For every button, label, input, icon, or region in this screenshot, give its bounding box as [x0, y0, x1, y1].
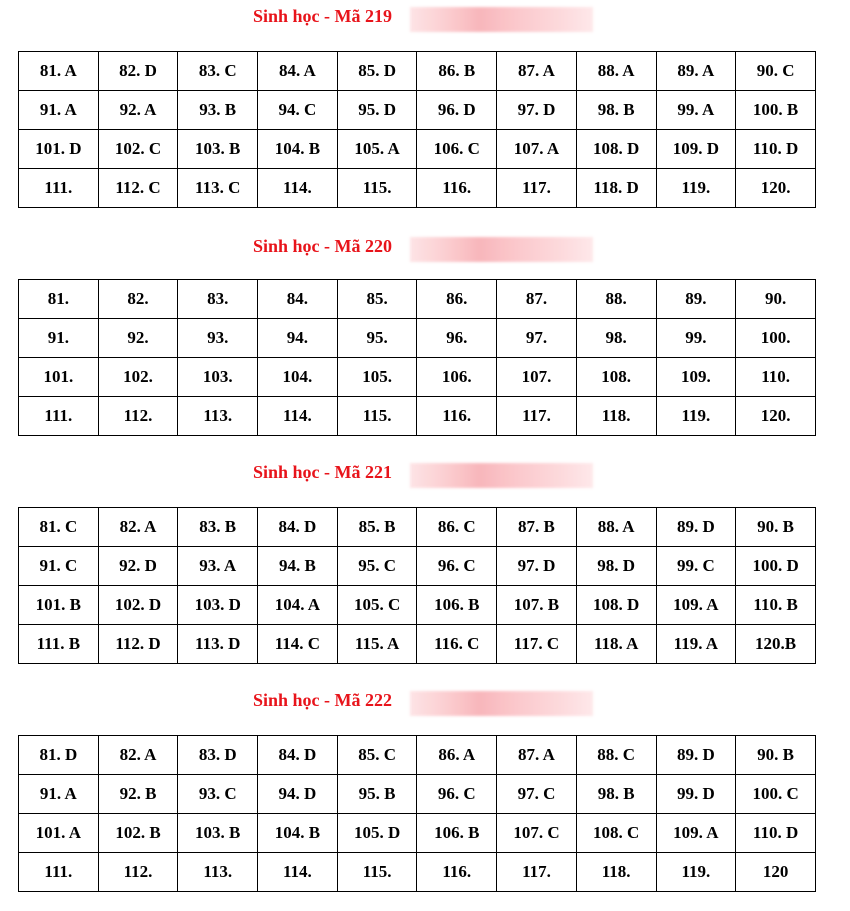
answer-cell: 84. [258, 280, 338, 319]
answer-cell: 108. C [576, 814, 656, 853]
answer-section-220 [0, 230, 850, 425]
answer-cell: 85. D [337, 52, 417, 91]
table-row [19, 853, 816, 892]
answer-cell: 92. D [98, 547, 178, 586]
answer-cell: 97. [497, 319, 577, 358]
answer-cell: 110. B [736, 586, 816, 625]
answer-cell: 96. [417, 319, 497, 358]
answer-table [18, 735, 816, 892]
table-row [19, 397, 816, 436]
answer-cell: 114. C [258, 625, 338, 664]
answer-cell: 95. C [337, 547, 417, 586]
answer-cell: 85. C [337, 736, 417, 775]
answer-cell: 90. C [736, 52, 816, 91]
answer-cell: 83. [178, 280, 258, 319]
answer-cell: 118. A [576, 625, 656, 664]
answer-cell: 98. [576, 319, 656, 358]
answer-cell: 95. D [337, 91, 417, 130]
answer-cell: 100. [736, 319, 816, 358]
answer-cell: 115. [337, 397, 417, 436]
answer-cell: 106. B [417, 586, 497, 625]
answer-cell: 99. A [656, 91, 736, 130]
answer-section-221 [0, 456, 850, 653]
answer-cell: 107. [497, 358, 577, 397]
answer-cell: 113. [178, 397, 258, 436]
answer-cell: 113. C [178, 169, 258, 208]
answer-cell: 87. B [497, 508, 577, 547]
blurred-watermark [410, 237, 593, 262]
blurred-watermark [410, 691, 593, 716]
answer-cell: 90. B [736, 736, 816, 775]
answer-table [18, 279, 816, 436]
answer-cell: 112. [98, 853, 178, 892]
answer-cell: 88. [576, 280, 656, 319]
answer-cell: 98. B [576, 91, 656, 130]
answer-cell: 97. D [497, 547, 577, 586]
table-row [19, 814, 816, 853]
answer-cell: 91. [19, 319, 99, 358]
answer-cell: 100. D [736, 547, 816, 586]
answer-cell: 117. [497, 853, 577, 892]
answer-cell: 99. C [656, 547, 736, 586]
section-title: Sinh học - Mã 222 [253, 690, 393, 710]
answer-cell: 100. C [736, 775, 816, 814]
answer-cell: 103. B [178, 130, 258, 169]
answer-cell: 119. [656, 853, 736, 892]
answer-section-222 [0, 684, 850, 881]
table-row [19, 586, 816, 625]
answer-cell: 117. C [497, 625, 577, 664]
answer-cell: 102. [98, 358, 178, 397]
answer-cell: 86. A [417, 736, 497, 775]
answer-cell: 116. [417, 397, 497, 436]
answer-cell: 94. B [258, 547, 338, 586]
answer-cell: 101. A [19, 814, 99, 853]
answer-cell: 114. [258, 853, 338, 892]
section-title: Sinh học - Mã 220 [253, 236, 393, 256]
answer-cell: 95. [337, 319, 417, 358]
answer-cell: 109. D [656, 130, 736, 169]
answer-cell: 110. D [736, 814, 816, 853]
answer-cell: 103. B [178, 814, 258, 853]
answer-cell: 120 [736, 853, 816, 892]
answer-cell: 104. B [258, 814, 338, 853]
answer-cell: 108. [576, 358, 656, 397]
answer-cell: 83. D [178, 736, 258, 775]
answer-cell: 93. [178, 319, 258, 358]
answer-cell: 120. [736, 397, 816, 436]
answer-cell: 105. [337, 358, 417, 397]
answer-cell: 82. A [98, 508, 178, 547]
answer-cell: 107. A [497, 130, 577, 169]
answer-cell: 120. [736, 169, 816, 208]
answer-cell: 104. A [258, 586, 338, 625]
answer-cell: 104. B [258, 130, 338, 169]
table-row [19, 319, 816, 358]
answer-cell: 120.B [736, 625, 816, 664]
answer-cell: 81. A [19, 52, 99, 91]
answer-cell: 94. [258, 319, 338, 358]
answer-cell: 102. B [98, 814, 178, 853]
answer-cell: 84. D [258, 508, 338, 547]
answer-cell: 101. B [19, 586, 99, 625]
answer-cell: 94. D [258, 775, 338, 814]
answer-cell: 107. C [497, 814, 577, 853]
answer-cell: 97. D [497, 91, 577, 130]
answer-cell: 82. [98, 280, 178, 319]
answer-cell: 116. C [417, 625, 497, 664]
answer-cell: 96. C [417, 547, 497, 586]
answer-cell: 112. C [98, 169, 178, 208]
answer-cell: 97. C [497, 775, 577, 814]
answer-cell: 91. C [19, 547, 99, 586]
answer-cell: 89. D [656, 508, 736, 547]
answer-cell: 82. D [98, 52, 178, 91]
answer-cell: 90. [736, 280, 816, 319]
answer-cell: 106. C [417, 130, 497, 169]
answer-cell: 82. A [98, 736, 178, 775]
answer-cell: 105. A [337, 130, 417, 169]
answer-cell: 84. D [258, 736, 338, 775]
table-row [19, 280, 816, 319]
answer-cell: 83. B [178, 508, 258, 547]
answer-table [18, 51, 816, 208]
answer-cell: 86. C [417, 508, 497, 547]
answer-cell: 105. D [337, 814, 417, 853]
answer-cell: 116. [417, 853, 497, 892]
answer-cell: 87. A [497, 736, 577, 775]
answer-cell: 86. B [417, 52, 497, 91]
answer-cell: 114. [258, 397, 338, 436]
answer-cell: 116. [417, 169, 497, 208]
blurred-watermark [410, 463, 593, 488]
answer-cell: 93. C [178, 775, 258, 814]
table-row [19, 91, 816, 130]
answer-cell: 98. B [576, 775, 656, 814]
answer-cell: 83. C [178, 52, 258, 91]
answer-cell: 118. [576, 853, 656, 892]
blurred-watermark [410, 7, 593, 32]
answer-cell: 112. [98, 397, 178, 436]
answer-cell: 89. A [656, 52, 736, 91]
table-row [19, 358, 816, 397]
table-row [19, 169, 816, 208]
answer-cell: 119. [656, 169, 736, 208]
answer-cell: 117. [497, 169, 577, 208]
answer-cell: 110. [736, 358, 816, 397]
answer-cell: 103. [178, 358, 258, 397]
table-row [19, 547, 816, 586]
table-row [19, 775, 816, 814]
answer-section-219 [0, 0, 850, 197]
answer-cell: 119. [656, 397, 736, 436]
answer-cell: 101. [19, 358, 99, 397]
answer-cell: 87. [497, 280, 577, 319]
answer-cell: 100. B [736, 91, 816, 130]
answer-cell: 109. A [656, 586, 736, 625]
answer-cell: 88. A [576, 52, 656, 91]
answer-cell: 114. [258, 169, 338, 208]
answer-cell: 119. A [656, 625, 736, 664]
answer-cell: 96. C [417, 775, 497, 814]
answer-table [18, 507, 816, 664]
answer-cell: 102. D [98, 586, 178, 625]
answer-cell: 91. A [19, 775, 99, 814]
answer-cell: 103. D [178, 586, 258, 625]
answer-cell: 108. D [576, 130, 656, 169]
answer-cell: 81. [19, 280, 99, 319]
table-row [19, 508, 816, 547]
answer-cell: 84. A [258, 52, 338, 91]
answer-cell: 115. [337, 853, 417, 892]
answer-cell: 88. C [576, 736, 656, 775]
answer-cell: 92. A [98, 91, 178, 130]
answer-cell: 102. C [98, 130, 178, 169]
answer-cell: 89. [656, 280, 736, 319]
answer-cell: 88. A [576, 508, 656, 547]
answer-cell: 93. B [178, 91, 258, 130]
answer-cell: 94. C [258, 91, 338, 130]
answer-cell: 115. [337, 169, 417, 208]
answer-cell: 98. D [576, 547, 656, 586]
answer-cell: 118. [576, 397, 656, 436]
answer-cell: 108. D [576, 586, 656, 625]
answer-cell: 106. B [417, 814, 497, 853]
answer-cell: 109. A [656, 814, 736, 853]
answer-cell: 115. A [337, 625, 417, 664]
answer-cell: 95. B [337, 775, 417, 814]
answer-cell: 81. C [19, 508, 99, 547]
answer-cell: 106. [417, 358, 497, 397]
answer-cell: 81. D [19, 736, 99, 775]
answer-cell: 107. B [497, 586, 577, 625]
answer-cell: 111. [19, 397, 99, 436]
answer-cell: 112. D [98, 625, 178, 664]
answer-cell: 113. D [178, 625, 258, 664]
answer-cell: 110. D [736, 130, 816, 169]
section-title: Sinh học - Mã 221 [253, 462, 393, 482]
section-title: Sinh học - Mã 219 [253, 6, 393, 26]
answer-cell: 89. D [656, 736, 736, 775]
answer-cell: 96. D [417, 91, 497, 130]
answer-cell: 99. D [656, 775, 736, 814]
answer-cell: 105. C [337, 586, 417, 625]
answer-cell: 85. [337, 280, 417, 319]
answer-cell: 111. B [19, 625, 99, 664]
answer-cell: 91. A [19, 91, 99, 130]
table-row [19, 625, 816, 664]
answer-cell: 93. A [178, 547, 258, 586]
answer-cell: 99. [656, 319, 736, 358]
answer-cell: 85. B [337, 508, 417, 547]
answer-cell: 92. [98, 319, 178, 358]
answer-cell: 90. B [736, 508, 816, 547]
table-row [19, 736, 816, 775]
answer-cell: 101. D [19, 130, 99, 169]
answer-cell: 111. [19, 853, 99, 892]
answer-cell: 113. [178, 853, 258, 892]
answer-cell: 109. [656, 358, 736, 397]
answer-cell: 92. B [98, 775, 178, 814]
answer-cell: 111. [19, 169, 99, 208]
answer-cell: 104. [258, 358, 338, 397]
answer-cell: 87. A [497, 52, 577, 91]
answer-cell: 86. [417, 280, 497, 319]
table-row [19, 52, 816, 91]
table-row [19, 130, 816, 169]
answer-cell: 117. [497, 397, 577, 436]
answer-cell: 118. D [576, 169, 656, 208]
